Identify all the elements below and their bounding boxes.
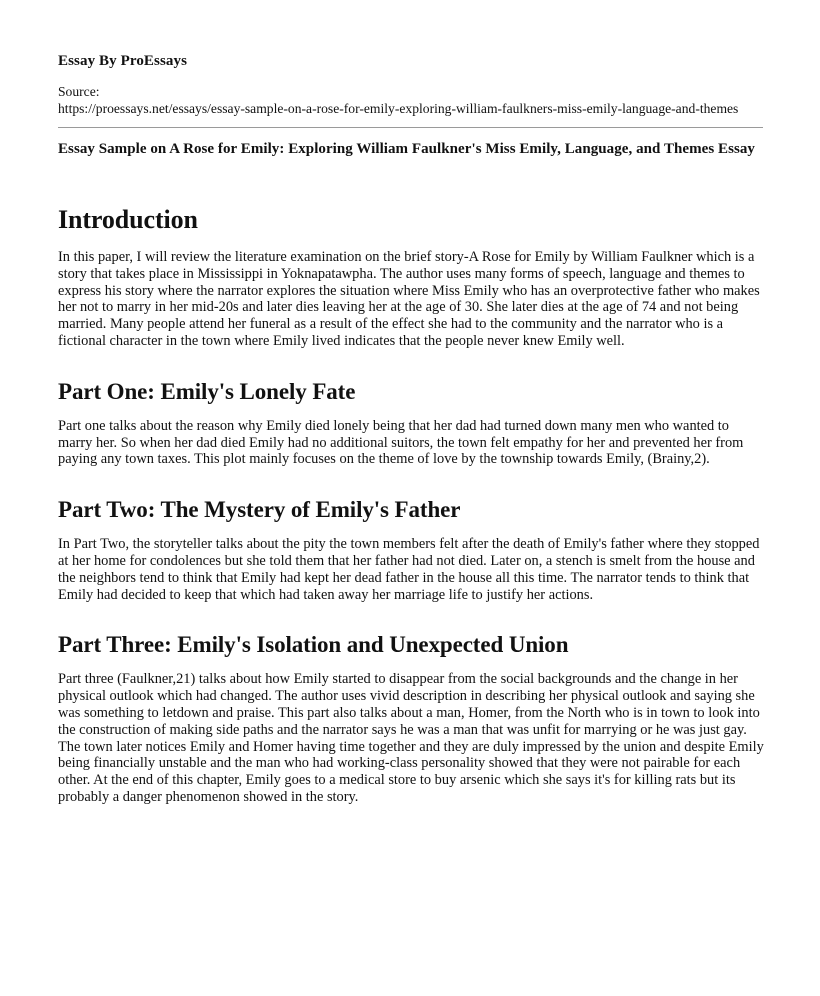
section-heading-part-three: Part Three: Emily's Isolation and Unexpected Union <box>58 632 569 658</box>
document-body <box>58 205 765 806</box>
section-part-two <box>58 496 765 603</box>
source-label: Source: <box>58 84 100 99</box>
section-part-three <box>58 631 765 805</box>
section-heading-part-two: Part Two: The Mystery of Emily's Father <box>58 497 461 523</box>
section-paragraph-part-one: Part one talks about the reason why Emily died lonely being that her dad had turned down many men who wanted to marry her. So when her dad died Emily had no additional suitors, the town felt empathy for her and prevented her from paying any town taxes. This plot mainly focuses on the theme of love by the township towards Emily, (Brainy,2). <box>58 417 744 468</box>
section-heading-introduction: Introduction <box>58 205 198 234</box>
header-divider <box>58 127 763 128</box>
document-title: Essay Sample on A Rose for Emily: Exploring William Faulkner's Miss Emily, Language, and Themes Essay <box>58 141 755 157</box>
section-heading-part-one: Part One: Emily's Lonely Fate <box>58 378 356 404</box>
section-paragraph-introduction: In this paper, I will review the literature examination on the brief story-A Rose for Emily by William Faulkner which is a story that takes place in Mississippi in Yoknapatawpha. The author uses many forms of speech, language and themes to express his story where the narrator explores the situation where Miss Emily who has an overprotective father who makes her not to marry in her mid-20s and later dies leaving her at the age of 30. She later dies at the age of 74 and not being married. Many people attend her funeral as a result of the effect she had to the community and the narrator who is a fictional character in the town where Emily lived indicates that the people never knew Emily well. <box>58 249 760 349</box>
section-paragraph-part-three: Part three (Faulkner,21) talks about how Emily started to disappear from the social backgrounds and the change in her physical outlook which had changed. The author uses vivid description in describing her physical outlook and saying she was something to letdown and praise. This part also talks about a man, Homer, from the North who is in town to look into the construction of making side paths and the narrator says he was a man that was unfit for marrying or he was just gay. The town later notices Emily and Homer having time together and they are duly impressed by the union and despite Emily being financially unstable and the man who had working-class personality showed that they were not pairable for each other. At the end of this chapter, Emily goes to a medical store to buy arsenic which she says it's for killing rats but its probably a danger phenomenon showed in the story. <box>58 671 764 805</box>
section-part-one <box>58 378 765 468</box>
source-block <box>58 84 765 117</box>
section-introduction <box>58 205 765 350</box>
source-url[interactable]: https://proessays.net/essays/essay-sample-on-a-rose-for-emily-exploring-william-faulkners-miss-emily-language-and-themes <box>58 100 739 116</box>
section-paragraph-part-two: In Part Two, the storyteller talks about the pity the town members felt after the death of Emily's father where they stopped at her home for condolences but she told them that her father had not died. Later on, a stench is smelt from the house and the neighbors tend to think that Emily had kept her dead father in the house all this time. The narrator tends to think that Emily had decided to keep that which had taken away her marriage life to justify her actions. <box>58 536 760 603</box>
site-masthead: Essay By ProEssays <box>58 53 188 69</box>
